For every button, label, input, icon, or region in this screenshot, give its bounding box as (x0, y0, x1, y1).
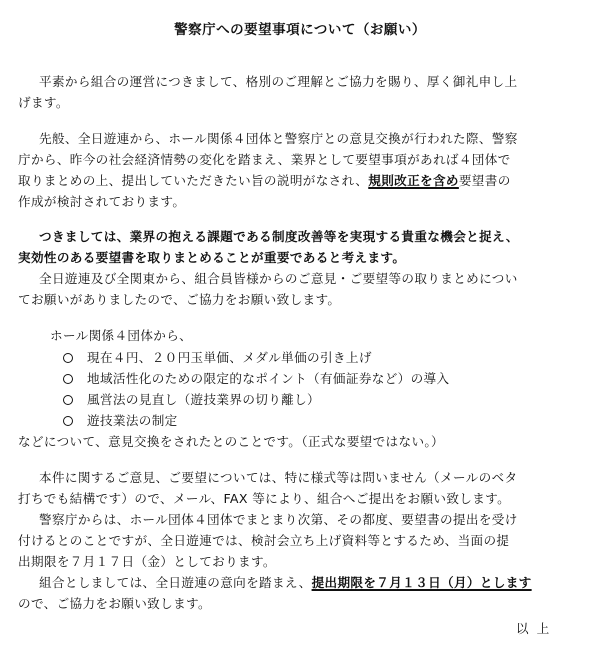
paragraph-2-line-4: 作成が検討されております。 (18, 194, 186, 209)
paragraph-3-line-2: 実効性のある要望書を取りまとめることが重要であると考えます。 (18, 250, 406, 265)
circle-bullet-icon (63, 353, 73, 363)
list-item-text: 現在４円、２０円玉単価、メダル単価の引き上げ (87, 350, 372, 365)
closing-text: 以上 (516, 621, 558, 636)
paragraph-2-line-2: 庁から、昨今の社会経済情勢の変化を踏まえ、業界として要望事項があれば４団体で (18, 152, 511, 167)
paragraph-4-line-3: 警察庁からは、ホール団体４団体でまとまり次第、その都度、要望書の提出を受け (39, 512, 518, 527)
paragraph-2-line-3 (18, 173, 511, 188)
list-item (63, 371, 449, 386)
paragraph-1-line-2: げます。 (18, 95, 69, 110)
list-item-text: 地域活性化のための限定的なポイント（有価証券など）の導入 (87, 371, 450, 386)
circle-bullet-icon (63, 374, 73, 384)
paragraph-4-line-6-text: 組合としましては、全日遊連の意向を踏まえ、 (39, 575, 312, 590)
paragraph-2-line-3-text: 取りまとめの上、提出していただきたい旨の説明がなされ、 (18, 173, 369, 188)
underlined-rule-revision: 規則改正を含め (368, 173, 459, 188)
list-item-text: 遊技業法の制定 (87, 413, 178, 428)
list-item-text: 風営法の見直し（遊技業界の切り離し） (87, 392, 320, 407)
paragraph-3-line-3: 全日遊連及び全関東から、組合員皆様からのご意見・ご要望等の取りまとめについ (39, 271, 518, 286)
document-title: 警察庁への要望事項について（お願い） (174, 22, 426, 38)
list-intro: ホール関係４団体から、 (50, 328, 193, 343)
paragraph-4-line-2: 打ちでも結構です）ので、メール、FAX 等により、組合へご提出をお願い致します。 (18, 491, 511, 506)
paragraph-3-line-4: てお願いがありましたので、ご協力をお願い致します。 (18, 292, 341, 307)
paragraph-4-line-6 (39, 575, 532, 590)
paragraph-2-line-1: 先般、全日遊連から、ホール関係４団体と警察庁との意見交換が行われた際、警察 (39, 131, 518, 146)
list-outro: などについて、意見交換をされたとのことです。（正式な要望ではない。） (18, 434, 444, 449)
paragraph-4-line-5: 出期限を７月１７日（金）としております。 (18, 554, 276, 569)
paragraph-4-line-7: ので、ご協力をお願い致します。 (18, 596, 211, 611)
paragraph-2-line-3-tail: 要望書の (458, 173, 511, 188)
list-item (63, 350, 372, 365)
circle-bullet-icon (63, 416, 73, 426)
paragraph-4-line-1: 本件に関するご意見、ご要望については、特に様式等は問いません（メールのベタ (39, 470, 518, 485)
paragraph-4-line-4: 付けるとのことですが、全日遊連では、検討会立ち上げ資料等とするため、当面の提 (18, 533, 510, 548)
underlined-deadline: 提出期限を７月１３日（月）とします (311, 575, 532, 590)
list-item (63, 413, 178, 428)
list-item (63, 392, 320, 407)
circle-bullet-icon (63, 395, 73, 405)
paragraph-3-line-1: つきましては、業界の抱える課題である制度改善等を実現する貴重な機会と捉え、 (39, 229, 519, 244)
paragraph-1-line-1: 平素から組合の運営につきまして、格別のご理解とご協力を賜り、厚く御礼申し上 (39, 74, 518, 89)
